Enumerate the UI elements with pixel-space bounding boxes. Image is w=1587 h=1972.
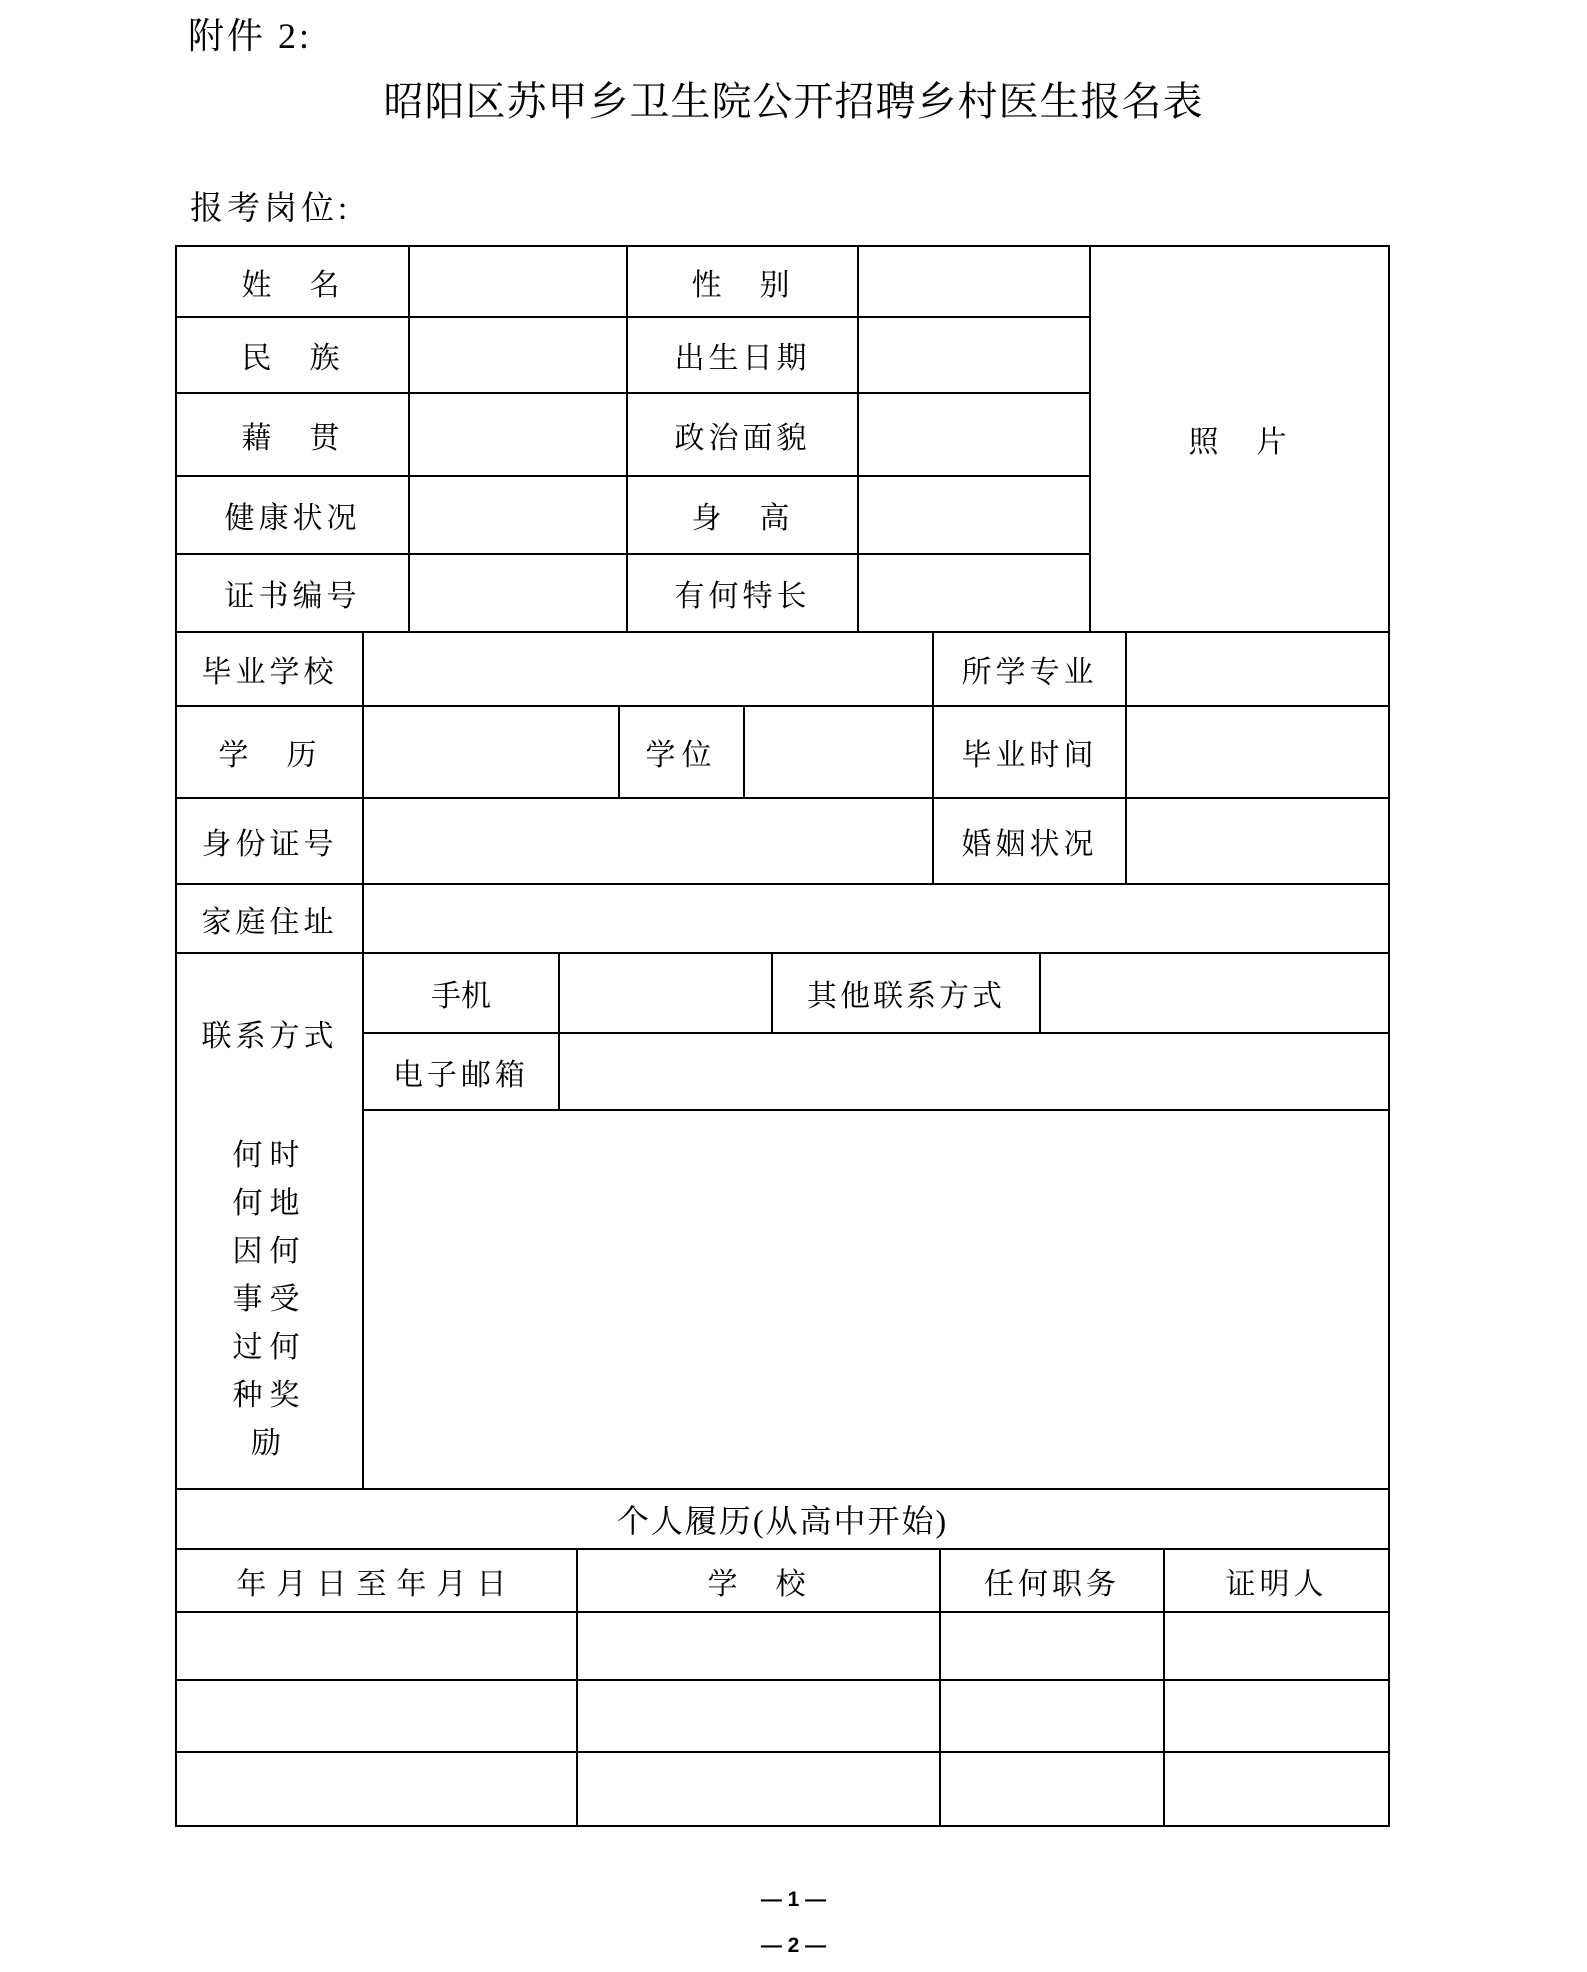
resume-row1-school-cell[interactable] <box>578 1613 941 1681</box>
resume-row3-school-cell[interactable] <box>578 1753 941 1825</box>
degree-input-cell[interactable] <box>745 707 934 799</box>
resume-row3-period-cell[interactable] <box>177 1753 578 1825</box>
other-contact-label: 其他联系方式 <box>773 954 1041 1034</box>
home-address-label: 家庭住址 <box>177 885 364 954</box>
degree-row <box>177 707 1388 799</box>
id-number-label: 身份证号 <box>177 799 364 885</box>
address-row <box>177 885 1388 954</box>
marital-status-input-cell[interactable] <box>1127 799 1388 885</box>
resume-table <box>177 1550 1388 1825</box>
ethnicity-input-cell[interactable] <box>410 318 628 394</box>
attachment-label: 附件 2: <box>188 16 313 56</box>
major-input-cell[interactable] <box>1127 633 1388 707</box>
name-label: 姓 名 <box>177 247 410 318</box>
footer-page-number-2: — 2 — <box>760 1934 827 1957</box>
certificate-no-label: 证书编号 <box>177 555 410 633</box>
native-place-label: 藉 贯 <box>177 394 410 477</box>
awards-label-text: 何时何地因何事受过何种奖励 <box>232 1138 307 1460</box>
resume-row3-position-cell[interactable] <box>941 1753 1165 1825</box>
basic-info-section <box>177 247 1388 633</box>
contact-section <box>177 954 1388 1111</box>
resume-row2-position-cell[interactable] <box>941 1681 1165 1753</box>
awards-label <box>177 1111 364 1490</box>
special-skills-input-cell[interactable] <box>859 555 1091 633</box>
certificate-no-input-cell[interactable] <box>410 555 628 633</box>
mobile-input-cell[interactable] <box>560 954 773 1034</box>
awards-section <box>177 1111 1388 1490</box>
resume-header-period: 年月日至年月日 <box>177 1550 578 1613</box>
resume-row1-reference-cell[interactable] <box>1165 1613 1388 1681</box>
resume-header-school: 学 校 <box>578 1550 941 1613</box>
health-status-label: 健康状况 <box>177 477 410 555</box>
email-label: 电子邮箱 <box>364 1034 560 1111</box>
graduation-school-input-cell[interactable] <box>364 633 934 707</box>
position-applied-label: 报考岗位: <box>190 191 352 227</box>
birthdate-input-cell[interactable] <box>859 318 1091 394</box>
resume-row1-position-cell[interactable] <box>941 1613 1165 1681</box>
application-form-table <box>175 245 1390 1827</box>
birthdate-label: 出生日期 <box>628 318 859 394</box>
resume-section-title: 个人履历(从高中开始) <box>177 1490 1388 1550</box>
photo-placeholder: 照 片 <box>1091 247 1388 633</box>
resume-row2-school-cell[interactable] <box>578 1681 941 1753</box>
resume-header-position: 任何职务 <box>941 1550 1165 1613</box>
resume-row2-period-cell[interactable] <box>177 1681 578 1753</box>
name-input-cell[interactable] <box>410 247 628 318</box>
resume-row1-period-cell[interactable] <box>177 1613 578 1681</box>
health-status-input-cell[interactable] <box>410 477 628 555</box>
education-input-cell[interactable] <box>364 707 620 799</box>
footer-page-number-1: — 1 — <box>760 1888 827 1911</box>
other-contact-input-cell[interactable] <box>1041 954 1388 1034</box>
resume-header-reference: 证明人 <box>1165 1550 1388 1613</box>
native-place-input-cell[interactable] <box>410 394 628 477</box>
graduation-school-label: 毕业学校 <box>177 633 364 707</box>
height-input-cell[interactable] <box>859 477 1091 555</box>
school-row <box>177 633 1388 707</box>
degree-label: 学位 <box>620 707 745 799</box>
graduation-time-label: 毕业时间 <box>934 707 1127 799</box>
id-number-input-cell[interactable] <box>364 799 934 885</box>
id-row <box>177 799 1388 885</box>
graduation-time-input-cell[interactable] <box>1127 707 1388 799</box>
awards-input-cell[interactable] <box>364 1111 1388 1490</box>
major-label: 所学专业 <box>934 633 1127 707</box>
political-status-input-cell[interactable] <box>859 394 1091 477</box>
page-title: 昭阳区苏甲乡卫生院公开招聘乡村医生报名表 <box>383 79 1204 124</box>
mobile-label: 手机 <box>364 954 560 1034</box>
resume-row2-reference-cell[interactable] <box>1165 1681 1388 1753</box>
education-label: 学 历 <box>177 707 364 799</box>
contact-method-label: 联系方式 <box>177 954 364 1111</box>
ethnicity-label: 民 族 <box>177 318 410 394</box>
resume-row3-reference-cell[interactable] <box>1165 1753 1388 1825</box>
political-status-label: 政治面貌 <box>628 394 859 477</box>
height-label: 身 高 <box>628 477 859 555</box>
email-input-cell[interactable] <box>560 1034 1388 1111</box>
gender-label: 性 别 <box>628 247 859 318</box>
gender-input-cell[interactable] <box>859 247 1091 318</box>
resume-title-row <box>177 1490 1388 1550</box>
special-skills-label: 有何特长 <box>628 555 859 633</box>
marital-status-label: 婚姻状况 <box>934 799 1127 885</box>
home-address-input-cell[interactable] <box>364 885 1388 954</box>
